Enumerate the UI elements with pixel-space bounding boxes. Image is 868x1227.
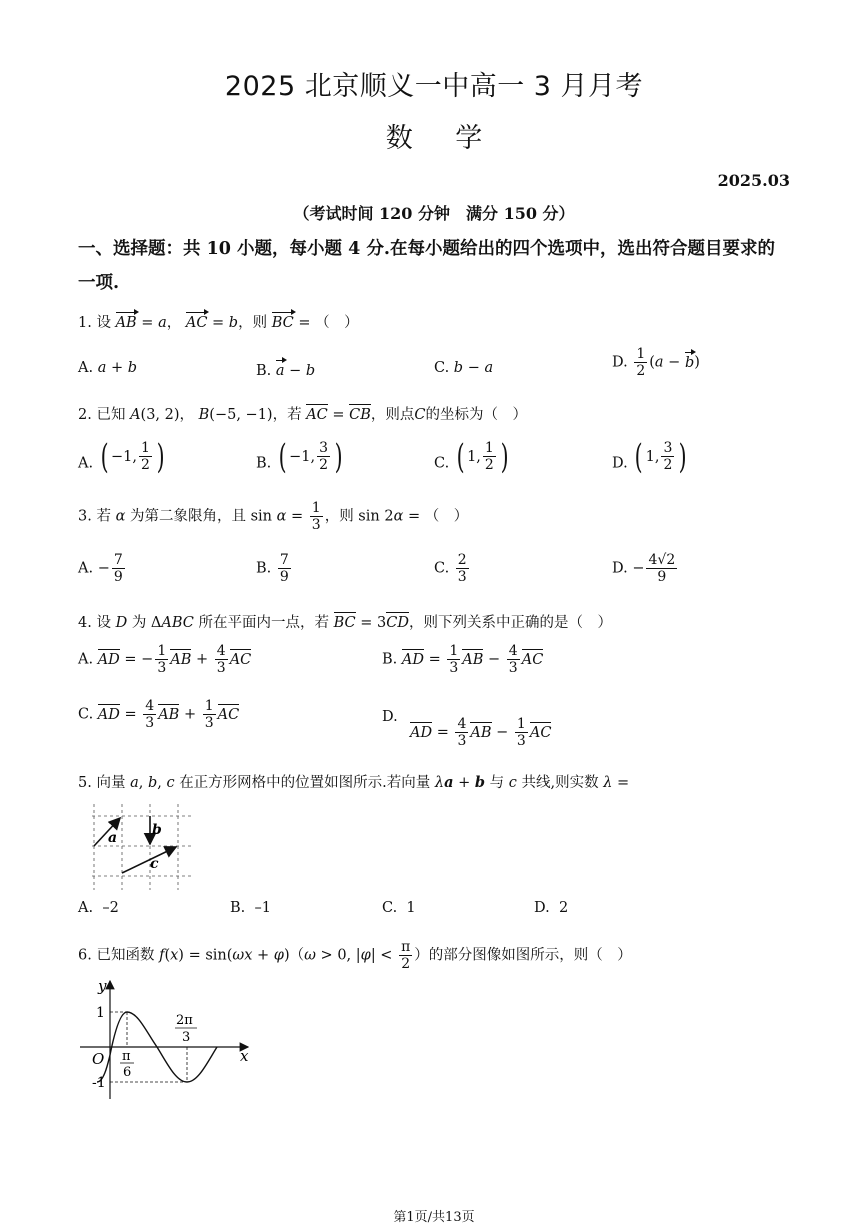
q4-option-d-label[interactable]: D. [382,709,398,725]
q1-option-d[interactable]: D. $\frac{1}{2}$ (a − b) [612,346,700,379]
tick-neg-1: -1 [92,1075,106,1091]
tick-pi6-num: π [122,1049,131,1064]
tick-2pi3-den: 3 [182,1030,191,1045]
origin-label: O [92,1050,105,1068]
x-label: x [240,1047,249,1065]
question-3: 3. 若 α 为第二象限角，且 sin α = $\frac{1}{3}$ ，则 sin 2α = （ ） [78,500,469,533]
label-b: b [152,822,162,838]
question-1: 1. 设 AB = a， AC = b，则 BC = （ ） [78,311,359,332]
exam-date: 2025.03 [717,171,790,190]
q4-option-a[interactable]: A. AD = − $\frac{1}{3}$ AB + $\frac{4}{3}$ AC [78,643,252,676]
q3-option-d[interactable]: D. − $\frac{4√2}{9}$ [612,552,676,585]
q3-option-a[interactable]: A. − $\frac{7}{9}$ [78,552,123,585]
q2-option-d[interactable]: D. ( 1, $\frac{3}{2}$ ) [612,436,687,477]
vector-c-arrow [122,847,176,873]
sine-graph-figure [78,975,258,1105]
q5-option-d[interactable]: D. 2 [534,900,569,916]
page-title: 2025 北京顺义一中高一 3 月月考 [224,71,644,102]
vector-grid-figure [78,800,198,892]
q5-option-c[interactable]: C. 1 [382,900,416,916]
q2-option-b[interactable]: B. ( −1, $\frac{3}{2}$ ) [256,436,343,477]
question-5: 5. 向量 a, b, c 在正方形网格中的位置如图所示.若向量 λa + b 与 c 共线,则实数 λ = [78,774,630,791]
q5-option-a[interactable]: A. –2 [78,900,119,916]
question-2: 2. 已知 A(3, 2)， B(−5, −1)，若 AC = CB，则点C的坐标为（ ） [78,403,527,424]
tick-pi6-den: 6 [123,1065,132,1080]
exam-info: （考试时间 120 分钟 满分 150 分） [293,204,575,223]
label-a: a [108,830,118,846]
y-label: y [98,977,107,995]
tick-2pi3-num: 2π [176,1013,193,1028]
q1-option-b[interactable]: B. a − b [256,360,315,379]
q1-option-c[interactable]: C. b − a [434,360,494,376]
question-6: 6. 已知函数 f(x) = sin(ωx + φ)（ω > 0, |φ| < $\frac{\pi}{2}$ ）的部分图像如图所示，则（ ） [78,939,632,972]
tick-1: 1 [96,1005,105,1021]
q3-option-c[interactable]: C. $\frac{2}{3}$ [434,552,467,585]
page-footer: 第1页/共13页 [393,1210,475,1225]
grid-lines [92,804,192,890]
q1-option-a[interactable]: A. a + b [78,360,138,376]
label-c: c [150,856,159,872]
q4-option-d[interactable]: AD = $\frac{4}{3}$ AB − $\frac{1}{3}$ AC [410,716,552,749]
q3-option-b[interactable]: B. $\frac{7}{9}$ [256,552,289,585]
q4-option-c[interactable]: C. AD = $\frac{4}{3}$ AB + $\frac{1}{3}$ AC [78,698,240,731]
subject-title: 数 学 [385,123,483,154]
q4-option-b[interactable]: B. AD = $\frac{1}{3}$ AB − $\frac{4}{3}$ AC [382,643,544,676]
q5-option-b[interactable]: B. –1 [230,900,271,916]
q2-option-c[interactable]: C. ( 1, $\frac{1}{2}$ ) [434,436,509,477]
question-4: 4. 设 D 为 ΔABC 所在平面内一点，若 BC = 3CD，则下列关系中正确的是（ ） [78,611,612,632]
section-heading: 一、选择题：共 10 小题，每小题 4 分.在每小题给出的四个选项中，选出符合题目要求的一项. [78,239,775,293]
q2-option-a[interactable]: A. ( −1, $\frac{1}{2}$ ) [78,436,165,477]
